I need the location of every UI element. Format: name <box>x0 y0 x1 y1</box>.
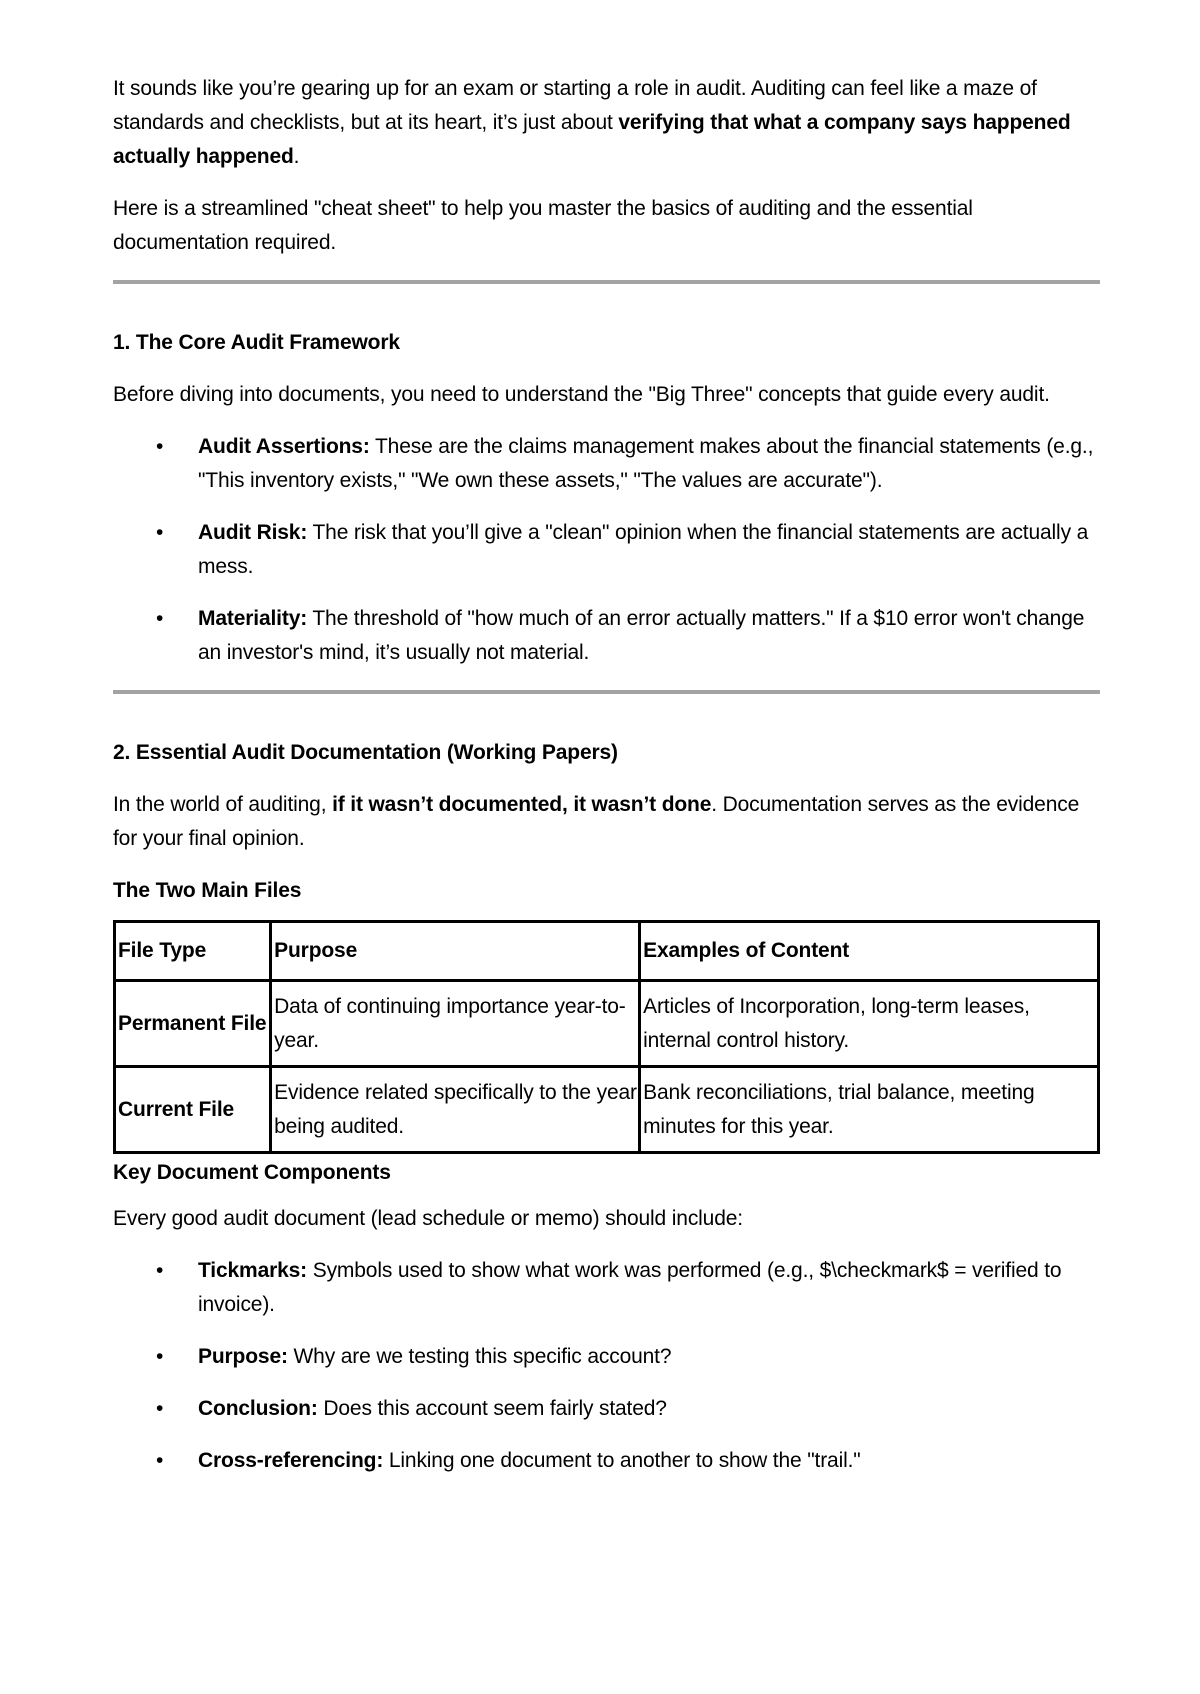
list-item-term: Audit Risk: <box>198 521 308 544</box>
section-emphasis: if it wasn’t documented, it wasn’t done <box>332 793 712 816</box>
document-page <box>113 72 1100 1496</box>
list-item <box>113 1392 1100 1426</box>
list-item-term: Purpose: <box>198 1345 288 1368</box>
subsection-heading: The Two Main Files <box>113 879 302 902</box>
table-cell: Permanent File <box>115 981 271 1067</box>
list-item-term: Tickmarks: <box>198 1259 308 1282</box>
intro-paragraph-2: Here is a streamlined "cheat sheet" to help you master the basics of auditing and the essential documentation required. <box>113 197 973 254</box>
table-header-row <box>115 922 1099 981</box>
list-item-text: The risk that you’ll give a "clean" opinion when the financial statements are actually a mess. <box>198 521 1089 578</box>
section-intro: Before diving into documents, you need to understand the "Big Three" concepts that guide every audit. <box>113 383 1050 406</box>
section-heading: 2. Essential Audit Documentation (Working Papers) <box>113 741 618 764</box>
intro-emphasis: verifying that what a company says happened actually happened <box>113 111 1071 168</box>
list-item-text: Symbols used to show what work was performed (e.g., $\checkmark$ = verified to invoice). <box>198 1259 1062 1316</box>
bullet-icon: • <box>156 1345 164 1368</box>
list-item <box>113 1340 1100 1374</box>
list-item-term: Audit Assertions: <box>198 435 370 458</box>
table-row <box>115 981 1099 1067</box>
list-item <box>113 602 1100 670</box>
list-item-term: Cross-referencing: <box>198 1449 384 1472</box>
files-table <box>113 920 1100 1154</box>
table-cell: Current File <box>115 1067 271 1153</box>
list-item <box>113 1254 1100 1322</box>
list-item-term: Conclusion: <box>198 1397 318 1420</box>
list-item-text: Linking one document to another to show the "trail." <box>383 1449 861 1472</box>
list-item <box>113 516 1100 584</box>
bullet-icon: • <box>156 1449 164 1472</box>
bullet-icon: • <box>156 1259 164 1282</box>
list-item <box>113 430 1100 498</box>
horizontal-rule <box>113 690 1100 694</box>
bullet-icon: • <box>156 1397 164 1420</box>
list-item-text: These are the claims management makes about the financial statements (e.g., "This inventory exists," "We own these assets," "The values are accurate"). <box>198 435 1094 492</box>
table-header-cell: File Type <box>115 922 271 981</box>
table-cell: Articles of Incorporation, long-term leases, internal control history. <box>640 981 1099 1067</box>
subsection-heading: Key Document Components <box>113 1161 391 1184</box>
horizontal-rule <box>113 280 1100 284</box>
table-row <box>115 1067 1099 1153</box>
components-list <box>113 1254 1100 1478</box>
list-item-text: The threshold of "how much of an error actually matters." If a $10 error won't change an investor's mind, it’s usually not material. <box>198 607 1085 664</box>
list-item <box>113 1444 1100 1478</box>
components-intro: Every good audit document (lead schedule or memo) should include: <box>113 1207 743 1230</box>
bullet-icon: • <box>156 607 164 630</box>
section-heading: 1. The Core Audit Framework <box>113 331 400 354</box>
concept-list <box>113 430 1100 670</box>
list-item-term: Materiality: <box>198 607 308 630</box>
table-cell: Evidence related specifically to the year being audited. <box>271 1067 640 1153</box>
table-cell: Data of continuing importance year-to-year. <box>271 981 640 1067</box>
table-header-cell: Examples of Content <box>640 922 1099 981</box>
bullet-icon: • <box>156 521 164 544</box>
intro-paragraph: It sounds like you’re gearing up for an exam or starting a role in audit. Auditing can feel like a maze of standards and checklists, but at its heart, it’s just about verifying that what a company says happened actually happened. <box>113 77 1071 168</box>
list-item-text: Does this account seem fairly stated? <box>317 1397 667 1420</box>
bullet-icon: • <box>156 435 164 458</box>
section-intro: In the world of auditing, if it wasn’t documented, it wasn’t done. Documentation serves as the evidence for your final opinion. <box>113 793 1080 850</box>
table-header-cell: Purpose <box>271 922 640 981</box>
list-item-text: Why are we testing this specific account? <box>287 1345 672 1368</box>
table-cell: Bank reconciliations, trial balance, meeting minutes for this year. <box>640 1067 1099 1153</box>
